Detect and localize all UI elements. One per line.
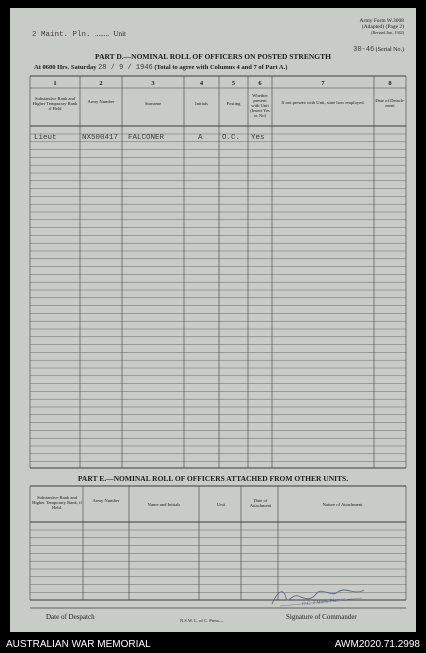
header-surname: Surname	[144, 101, 162, 106]
header-attachment-date: Date of Attachment	[249, 498, 272, 508]
col-number: 8	[388, 80, 392, 87]
caption-left: AUSTRALIAN WAR MEMORIAL	[6, 639, 151, 650]
col-number: 2	[99, 80, 103, 87]
date-value: 28 / 9 / 1946	[98, 64, 153, 72]
header-rank: Substantive Rank and Higher Temporary Rank if Held	[32, 96, 78, 111]
serial-label: (Serial No.)	[375, 47, 404, 53]
header-detachment: Date of Detach-ment	[375, 98, 405, 108]
col-number: 1	[53, 80, 57, 87]
unit-label: Unit	[113, 30, 126, 38]
serial-value: 30-46	[353, 46, 375, 54]
cell-rank: Lieut	[34, 134, 57, 142]
header-present: Whether present with Unit (Insert Yes or No)	[250, 93, 270, 118]
col-number: 5	[231, 80, 236, 87]
part-e-title: PART E.—NOMINAL ROLL OF OFFICERS ATTACHED FROM OTHER UNITS.	[77, 474, 349, 483]
commander-signature	[266, 584, 376, 612]
header-attachment-nature: Nature of Attachment	[322, 502, 363, 507]
header-name-initials: Name and Initials	[147, 502, 181, 507]
cell-initials: A	[198, 134, 203, 142]
header-unit: Unit	[216, 502, 226, 507]
form-adapted: (Adapted) (Page 2)	[361, 24, 404, 30]
header-army-number: Army Number	[87, 99, 115, 104]
col-number: 3	[151, 80, 155, 87]
cell-present: Yes	[251, 134, 265, 142]
header-army-number: Army Number	[92, 498, 120, 503]
caption-right: AWM2020.71.2998	[334, 639, 420, 650]
at-line-suffix: (Total to agree with Columns 4 and 7 of Part A.)	[154, 64, 288, 71]
col-number: 6	[258, 80, 262, 87]
army-form-number: Army Form W.3008	[359, 18, 404, 24]
form-sheet	[10, 8, 416, 632]
col-number: 7	[321, 80, 325, 87]
header-employment: If not present with Unit, state how employed.	[281, 100, 365, 105]
unit-line: 2 Maint. Pln. ........ Unit	[32, 30, 126, 39]
unit-value: 2 Maint. Pln.	[32, 31, 91, 39]
printer-imprint: N.S.W. L. of C. Press—	[180, 618, 224, 623]
signature-label: Signature of Commander	[286, 613, 357, 621]
cell-surname: FALCONER	[128, 134, 165, 142]
signature-stamp: O.C. 2 Maint Platoon	[301, 597, 346, 608]
cell-posting: O.C.	[222, 134, 241, 142]
form-revised: (Revised Jan., 1942)	[371, 30, 404, 35]
at-line-prefix: At 0600 Hrs. Saturday	[34, 64, 97, 71]
cell-army-number: NX500417	[82, 134, 119, 142]
header-rank: Substantive Rank and Higher Temporary Rank, if Held.	[32, 495, 82, 510]
col-number: 4	[199, 80, 204, 87]
despatch-label: Date of Despatch	[46, 613, 95, 621]
header-posting: Posting	[226, 101, 241, 106]
header-initials: Initials	[195, 101, 208, 106]
part-d-title: PART D.—NOMINAL ROLL OF OFFICERS ON POSTED STRENGTH	[95, 52, 331, 61]
